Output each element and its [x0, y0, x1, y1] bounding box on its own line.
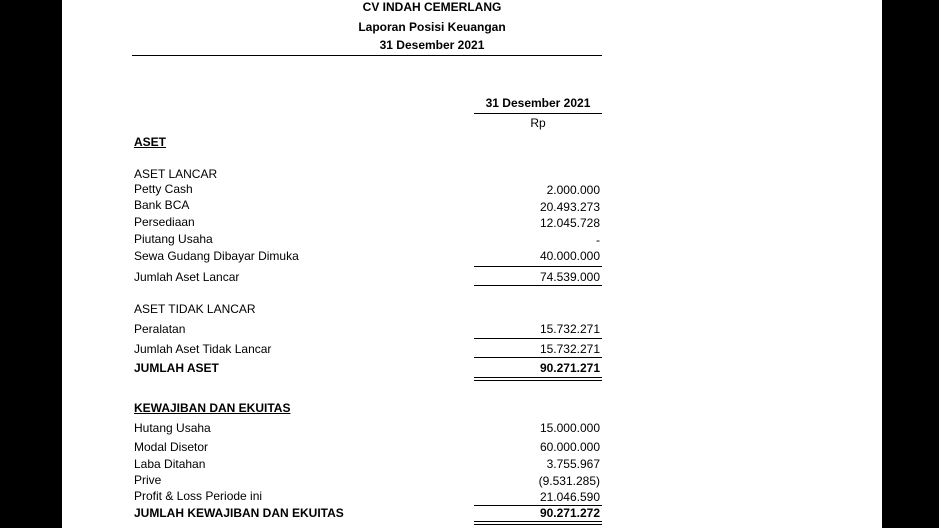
- aset-lancar-total-label: Jumlah Aset Lancar: [134, 270, 240, 284]
- table-row-value: 15.000.000: [539, 421, 600, 435]
- table-row-label: Modal Disetor: [134, 440, 209, 454]
- table-row-label: Prive: [134, 473, 162, 487]
- subtotal-underline: [474, 285, 602, 286]
- table-row-label: Piutang Usaha: [134, 232, 213, 246]
- table-row-value: (9.531.285): [538, 474, 600, 488]
- title-divider: [132, 55, 602, 56]
- spreadsheet-page: [62, 0, 882, 528]
- table-row-label: Laba Ditahan: [134, 457, 206, 471]
- table-row-value: 40.000.000: [539, 249, 600, 263]
- section-kewajiban-title: KEWAJIBAN DAN EKUITAS: [134, 401, 291, 415]
- table-row-label: Petty Cash: [134, 182, 193, 196]
- column-currency-header: Rp: [530, 116, 546, 130]
- table-row-value: 3.755.967: [546, 457, 600, 471]
- column-date-header: 31 Desember 2021: [485, 96, 591, 110]
- table-row-value: -: [596, 233, 600, 247]
- jumlah-kewajiban-value: 90.271.272: [539, 506, 600, 520]
- table-row-label: Peralatan: [134, 322, 186, 336]
- column-header-divider: [474, 113, 602, 114]
- table-row-value: 21.046.590: [539, 490, 600, 504]
- table-row-label: Persediaan: [134, 215, 195, 229]
- table-row-value: 2.000.000: [546, 183, 600, 197]
- table-row-label: Bank BCA: [134, 198, 190, 212]
- report-date: 31 Desember 2021: [379, 38, 485, 52]
- table-row-label: Hutang Usaha: [134, 421, 211, 435]
- table-row-label: Profit & Loss Periode ini: [134, 489, 263, 503]
- table-row-value: 20.493.273: [539, 200, 600, 214]
- jumlah-aset-label: JUMLAH ASET: [134, 361, 219, 375]
- aset-tidak-lancar-title: ASET TIDAK LANCAR: [134, 302, 256, 316]
- table-row-label: Sewa Gudang Dibayar Dimuka: [134, 249, 299, 263]
- table-row-value: 60.000.000: [539, 440, 600, 454]
- total-double-underline: [474, 521, 602, 525]
- subtotal-underline: [474, 357, 602, 358]
- subtotal-divider: [474, 266, 602, 267]
- aset-tidak-lancar-total-value: 15.732.271: [539, 342, 600, 356]
- table-row-value: 12.045.728: [539, 216, 600, 230]
- total-double-underline: [474, 377, 602, 381]
- section-aset-title: ASET: [134, 135, 167, 149]
- jumlah-kewajiban-label: JUMLAH KEWAJIBAN DAN EKUITAS: [134, 506, 344, 520]
- subtotal-divider: [474, 338, 602, 339]
- company-name: CV INDAH CEMERLANG: [362, 0, 502, 14]
- aset-lancar-total-value: 74.539.000: [539, 270, 600, 284]
- aset-tidak-lancar-total-label: Jumlah Aset Tidak Lancar: [134, 342, 272, 356]
- report-title: Laporan Posisi Keuangan: [358, 20, 506, 34]
- jumlah-aset-value: 90.271.271: [539, 361, 600, 375]
- aset-lancar-title: ASET LANCAR: [134, 167, 218, 181]
- table-row-value: 15.732.271: [539, 322, 600, 336]
